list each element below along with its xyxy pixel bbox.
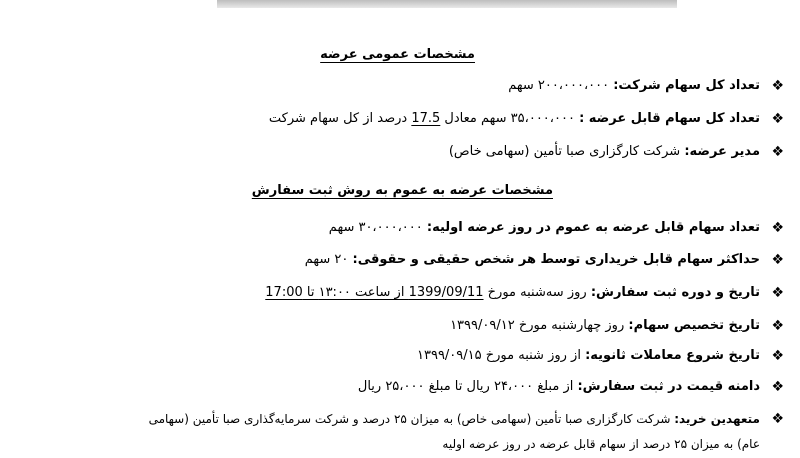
item-value: ۳۰،۰۰۰،۰۰۰ سهم	[328, 220, 427, 235]
bullet-icon: ❖	[771, 252, 784, 268]
item-value: ۲۰۰،۰۰۰،۰۰۰ سهم	[508, 78, 614, 93]
bullet-icon: ❖	[771, 220, 784, 236]
bullet-icon: ❖	[771, 144, 784, 160]
item-value-pre: ۳۵،۰۰۰،۰۰۰ سهم معادل	[440, 111, 580, 126]
bullet-icon: ❖	[771, 111, 784, 127]
list-item-offered-shares	[268, 109, 784, 129]
item-label: تاریخ تخصیص سهام:	[628, 318, 760, 333]
item-value-underlined: 17.5	[411, 111, 441, 126]
item-value: شرکت کارگزاری صبا تأمین (سهامی خاص)	[448, 144, 685, 159]
list-item-price-range	[357, 377, 784, 397]
bullet-icon: ❖	[771, 318, 784, 334]
list-item-max-purchase	[304, 250, 784, 270]
list-item-underwriters	[148, 409, 784, 429]
section-heading-public-offer: مشخصات عرضه به عموم به روش ثبت سفارش	[251, 183, 553, 198]
item-label: تعداد سهام قابل عرضه به عموم در روز عرضه اولیه:	[426, 220, 760, 235]
list-item-public-shares	[328, 218, 784, 238]
item-label: تاریخ و دوره ثبت سفارش:	[590, 285, 760, 300]
bullet-icon: ❖	[771, 411, 784, 427]
item-label: متعهدین خرید:	[674, 412, 760, 426]
item-label: تعداد کل سهام قابل عرضه :	[579, 111, 760, 126]
list-item-underwriters-continuation: عام) به میزان ۲۵ درصد از سهام قابل عرضه در روز عرضه اولیه	[442, 437, 760, 451]
bullet-icon: ❖	[771, 348, 784, 364]
item-value: شرکت کارگزاری صبا تأمین (سهامی خاص) به میزان ۲۵ درصد و شرکت سرمایه‌گذاری صبا تأمین (سهامی	[148, 412, 675, 426]
list-item-secondary-trading	[417, 346, 784, 366]
list-item-offer-manager	[448, 142, 784, 162]
item-value-pre: روز سه‌شنبه مورخ	[483, 285, 591, 300]
list-item-allocation-date	[450, 316, 784, 336]
bullet-icon: ❖	[771, 285, 784, 301]
bullet-icon: ❖	[771, 78, 784, 94]
item-value: از مبلغ ۲۴،۰۰۰ ریال تا مبلغ ۲۵،۰۰۰ ریال	[357, 379, 578, 394]
item-label: مدیر عرضه:	[684, 144, 760, 159]
item-label: تاریخ شروع معاملات ثانویه:	[585, 348, 760, 363]
bullet-icon: ❖	[771, 379, 784, 395]
list-item-total-shares	[508, 76, 784, 96]
item-value-underlined: 1399/09/11 از ساعت ۱۳:۰۰ تا 17:00	[265, 285, 484, 300]
item-label: دامنه قیمت در ثبت سفارش:	[577, 379, 760, 394]
item-value: روز چهارشنبه مورخ ۱۳۹۹/۰۹/۱۲	[450, 318, 629, 333]
item-value: ۲۰ سهم	[304, 252, 353, 267]
item-label: حداکثر سهام قابل خریداری توسط هر شخص حقیقی و حقوقی:	[352, 252, 760, 267]
list-item-order-period	[265, 283, 784, 303]
item-value-post: درصد از کل سهام شرکت	[268, 111, 412, 126]
item-value: از روز شنبه مورخ ۱۳۹۹/۰۹/۱۵	[417, 348, 586, 363]
section-heading-general: مشخصات عمومی عرضه	[320, 47, 475, 62]
item-label: تعداد کل سهام شرکت:	[613, 78, 760, 93]
